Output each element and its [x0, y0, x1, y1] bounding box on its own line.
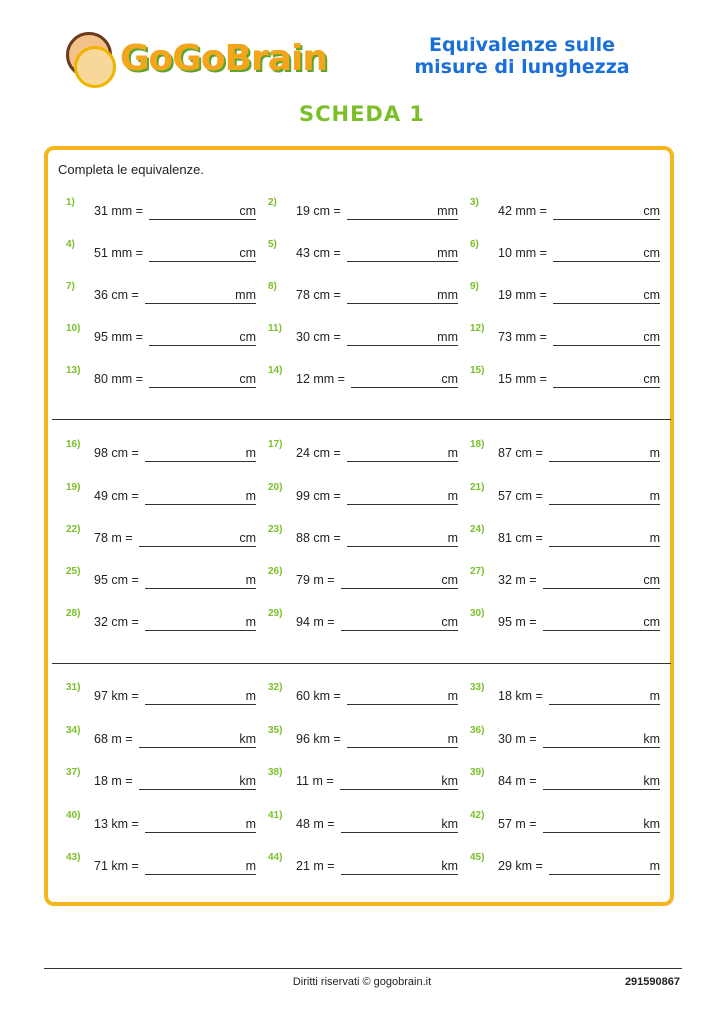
footer-copyright: Diritti riservati © gogobrain.it [292, 976, 432, 988]
exercise-question: 18 km = [498, 689, 543, 703]
target-unit: cm [441, 372, 458, 386]
exercise-item [470, 767, 660, 792]
target-unit: m [447, 489, 458, 503]
target-unit: m [649, 489, 660, 503]
exercise-question: 24 cm = [296, 446, 341, 460]
exercise-question: 29 km = [498, 859, 543, 873]
exercise-question: 31 mm = [94, 204, 143, 218]
exercise-item [66, 608, 256, 633]
answer-line[interactable] [543, 630, 660, 631]
exercise-question: 36 cm = [94, 288, 139, 302]
target-unit: m [447, 689, 458, 703]
exercise-item [268, 608, 458, 633]
exercise-number: 28) [66, 608, 81, 619]
answer-line[interactable] [549, 546, 660, 547]
exercise-number: 10) [66, 323, 81, 334]
target-unit: km [643, 774, 660, 788]
girl-mascot-icon [74, 46, 116, 88]
answer-line[interactable] [549, 874, 660, 875]
answer-line[interactable] [347, 303, 458, 304]
answer-line[interactable] [549, 704, 660, 705]
target-unit: cm [239, 204, 256, 218]
target-unit: cm [643, 204, 660, 218]
answer-line[interactable] [543, 832, 660, 833]
exercise-number: 41) [268, 810, 283, 821]
exercise-item [268, 682, 458, 707]
exercise-question: 43 cm = [296, 246, 341, 260]
target-unit: cm [239, 531, 256, 545]
exercise-item [470, 482, 660, 507]
exercise-item [470, 725, 660, 750]
exercise-item [268, 323, 458, 348]
section-divider [52, 419, 671, 420]
exercise-question: 84 m = [498, 774, 537, 788]
exercise-question: 60 km = [296, 689, 341, 703]
exercise-item [268, 524, 458, 549]
exercise-number: 39) [470, 767, 485, 778]
answer-line[interactable] [553, 261, 660, 262]
target-unit: cm [643, 573, 660, 587]
exercise-item [470, 323, 660, 348]
exercise-number: 4) [66, 239, 75, 250]
exercise-number: 31) [66, 682, 81, 693]
answer-line[interactable] [145, 874, 256, 875]
answer-line[interactable] [543, 588, 660, 589]
exercise-question: 15 mm = [498, 372, 547, 386]
exercise-item [268, 566, 458, 591]
exercise-number: 8) [268, 281, 277, 292]
answer-line[interactable] [341, 874, 458, 875]
exercise-item [268, 239, 458, 264]
exercise-question: 68 m = [94, 732, 133, 746]
exercise-item [66, 239, 256, 264]
target-unit: km [441, 817, 458, 831]
exercise-number: 32) [268, 682, 283, 693]
exercise-item [66, 281, 256, 306]
exercise-number: 26) [268, 566, 283, 577]
exercise-item [268, 810, 458, 835]
exercise-item [470, 608, 660, 633]
exercise-question: 80 mm = [94, 372, 143, 386]
answer-line[interactable] [351, 387, 458, 388]
worksheet-title-line1: Equivalenze sulle [428, 34, 616, 56]
exercise-question: 57 m = [498, 817, 537, 831]
exercise-question: 73 mm = [498, 330, 547, 344]
answer-line[interactable] [347, 461, 458, 462]
target-unit: m [649, 531, 660, 545]
exercise-question: 94 m = [296, 615, 335, 629]
answer-line[interactable] [341, 588, 458, 589]
answer-line[interactable] [145, 588, 256, 589]
exercise-item [470, 682, 660, 707]
exercise-question: 18 m = [94, 774, 133, 788]
exercise-question: 13 km = [94, 817, 139, 831]
answer-line[interactable] [347, 546, 458, 547]
exercise-question: 19 cm = [296, 204, 341, 218]
exercise-number: 14) [268, 365, 283, 376]
exercise-question: 32 m = [498, 573, 537, 587]
target-unit: m [649, 859, 660, 873]
exercise-number: 33) [470, 682, 485, 693]
answer-line[interactable] [149, 387, 256, 388]
exercise-item [66, 767, 256, 792]
exercise-item [268, 197, 458, 222]
target-unit: km [441, 859, 458, 873]
answer-line[interactable] [347, 704, 458, 705]
answer-line[interactable] [549, 504, 660, 505]
exercise-question: 78 cm = [296, 288, 341, 302]
exercise-number: 6) [470, 239, 479, 250]
target-unit: km [441, 774, 458, 788]
footer-code: 291590867 [624, 976, 680, 988]
worksheet-title-line2: misure di lunghezza [414, 56, 630, 78]
exercise-item [470, 281, 660, 306]
target-unit: cm [643, 372, 660, 386]
target-unit: cm [643, 615, 660, 629]
target-unit: cm [239, 246, 256, 260]
exercise-number: 13) [66, 365, 81, 376]
answer-line[interactable] [145, 303, 256, 304]
exercise-number: 11) [268, 323, 282, 334]
answer-line[interactable] [347, 345, 458, 346]
exercise-item [66, 852, 256, 877]
exercise-number: 16) [66, 439, 81, 450]
answer-line[interactable] [145, 704, 256, 705]
answer-line[interactable] [149, 345, 256, 346]
answer-line[interactable] [543, 747, 660, 748]
answer-line[interactable] [341, 832, 458, 833]
exercise-number: 22) [66, 524, 81, 535]
exercise-number: 1) [66, 197, 75, 208]
answer-line[interactable] [145, 504, 256, 505]
exercise-item [470, 365, 660, 390]
exercise-item [268, 281, 458, 306]
exercise-number: 29) [268, 608, 283, 619]
target-unit: m [245, 859, 256, 873]
exercise-question: 95 m = [498, 615, 537, 629]
exercise-number: 37) [66, 767, 81, 778]
target-unit: m [447, 531, 458, 545]
exercise-question: 19 mm = [498, 288, 547, 302]
exercise-number: 44) [268, 852, 283, 863]
exercise-item [66, 524, 256, 549]
exercise-item [268, 852, 458, 877]
exercise-number: 30) [470, 608, 485, 619]
exercise-question: 98 cm = [94, 446, 139, 460]
exercise-question: 71 km = [94, 859, 139, 873]
exercise-item [470, 439, 660, 464]
target-unit: m [649, 689, 660, 703]
exercise-item [66, 482, 256, 507]
target-unit: cm [441, 615, 458, 629]
exercise-question: 79 m = [296, 573, 335, 587]
exercise-number: 25) [66, 566, 81, 577]
target-unit: mm [437, 204, 458, 218]
exercise-item [268, 767, 458, 792]
exercise-item [66, 323, 256, 348]
target-unit: m [245, 689, 256, 703]
exercise-item [470, 566, 660, 591]
target-unit: cm [643, 288, 660, 302]
exercise-item [268, 439, 458, 464]
exercise-number: 2) [268, 197, 277, 208]
exercise-number: 23) [268, 524, 283, 535]
answer-line[interactable] [149, 219, 256, 220]
answer-line[interactable] [553, 387, 660, 388]
exercise-item [268, 725, 458, 750]
exercise-question: 78 m = [94, 531, 133, 545]
target-unit: mm [437, 288, 458, 302]
exercise-question: 95 cm = [94, 573, 139, 587]
target-unit: m [245, 615, 256, 629]
answer-line[interactable] [553, 219, 660, 220]
target-unit: km [643, 732, 660, 746]
target-unit: m [245, 489, 256, 503]
answer-line[interactable] [553, 345, 660, 346]
target-unit: m [447, 732, 458, 746]
exercise-number: 12) [470, 323, 485, 334]
exercise-question: 95 mm = [94, 330, 143, 344]
exercise-number: 5) [268, 239, 277, 250]
target-unit: m [245, 446, 256, 460]
instruction-text: Completa le equivalenze. [58, 162, 204, 177]
exercise-number: 40) [66, 810, 81, 821]
target-unit: mm [437, 330, 458, 344]
exercise-question: 96 km = [296, 732, 341, 746]
exercise-question: 97 km = [94, 689, 139, 703]
exercise-item [470, 197, 660, 222]
answer-line[interactable] [145, 630, 256, 631]
exercise-number: 15) [470, 365, 485, 376]
target-unit: m [447, 446, 458, 460]
exercise-item [66, 682, 256, 707]
exercise-item [66, 197, 256, 222]
exercise-question: 57 cm = [498, 489, 543, 503]
answer-line[interactable] [341, 630, 458, 631]
exercise-number: 19) [66, 482, 81, 493]
answer-line[interactable] [549, 461, 660, 462]
exercise-question: 48 m = [296, 817, 335, 831]
target-unit: km [239, 774, 256, 788]
target-unit: cm [239, 330, 256, 344]
target-unit: m [245, 573, 256, 587]
target-unit: cm [239, 372, 256, 386]
exercise-question: 88 cm = [296, 531, 341, 545]
exercise-item [66, 566, 256, 591]
exercise-item [470, 239, 660, 264]
exercise-item [470, 810, 660, 835]
answer-line[interactable] [347, 219, 458, 220]
target-unit: cm [643, 330, 660, 344]
exercise-number: 7) [66, 281, 75, 292]
exercise-number: 35) [268, 725, 283, 736]
exercise-question: 30 cm = [296, 330, 341, 344]
target-unit: m [649, 446, 660, 460]
answer-line[interactable] [145, 832, 256, 833]
exercise-question: 12 mm = [296, 372, 345, 386]
exercise-question: 21 m = [296, 859, 335, 873]
exercise-question: 49 cm = [94, 489, 139, 503]
exercise-item [470, 524, 660, 549]
exercise-number: 38) [268, 767, 283, 778]
exercise-item [268, 365, 458, 390]
exercise-question: 11 m = [296, 774, 334, 788]
target-unit: km [239, 732, 256, 746]
exercise-question: 51 mm = [94, 246, 143, 260]
target-unit: m [245, 817, 256, 831]
exercise-number: 36) [470, 725, 485, 736]
exercise-number: 3) [470, 197, 479, 208]
answer-line[interactable] [145, 461, 256, 462]
exercise-question: 32 cm = [94, 615, 139, 629]
answer-line[interactable] [139, 546, 256, 547]
answer-line[interactable] [340, 789, 458, 790]
worksheet-title [392, 34, 652, 78]
answer-line[interactable] [139, 747, 256, 748]
sheet-label: SCHEDA 1 [298, 102, 426, 126]
exercise-number: 27) [470, 566, 485, 577]
exercise-item [470, 852, 660, 877]
exercise-number: 43) [66, 852, 81, 863]
answer-line[interactable] [543, 789, 660, 790]
exercise-item [66, 365, 256, 390]
exercise-item [66, 725, 256, 750]
footer-divider [44, 968, 682, 969]
exercise-number: 34) [66, 725, 81, 736]
exercise-number: 18) [470, 439, 485, 450]
exercise-number: 42) [470, 810, 485, 821]
section-divider [52, 663, 671, 664]
exercise-question: 99 cm = [296, 489, 341, 503]
exercise-number: 20) [268, 482, 283, 493]
answer-line[interactable] [347, 261, 458, 262]
target-unit: km [643, 817, 660, 831]
exercise-number: 9) [470, 281, 479, 292]
answer-line[interactable] [139, 789, 256, 790]
target-unit: mm [235, 288, 256, 302]
exercise-number: 24) [470, 524, 485, 535]
exercise-number: 45) [470, 852, 485, 863]
exercise-item [66, 810, 256, 835]
answer-line[interactable] [347, 504, 458, 505]
answer-line[interactable] [347, 747, 458, 748]
answer-line[interactable] [553, 303, 660, 304]
target-unit: cm [643, 246, 660, 260]
target-unit: cm [441, 573, 458, 587]
answer-line[interactable] [149, 261, 256, 262]
target-unit: mm [437, 246, 458, 260]
exercise-item [268, 482, 458, 507]
exercise-question: 81 cm = [498, 531, 543, 545]
gogobrain-logo [66, 30, 366, 86]
exercise-question: 87 cm = [498, 446, 543, 460]
logo-text: GoGoBrain [120, 38, 328, 79]
exercise-question: 10 mm = [498, 246, 547, 260]
exercise-question: 30 m = [498, 732, 537, 746]
exercise-number: 17) [268, 439, 283, 450]
exercise-question: 42 mm = [498, 204, 547, 218]
exercise-number: 21) [470, 482, 485, 493]
exercise-item [66, 439, 256, 464]
